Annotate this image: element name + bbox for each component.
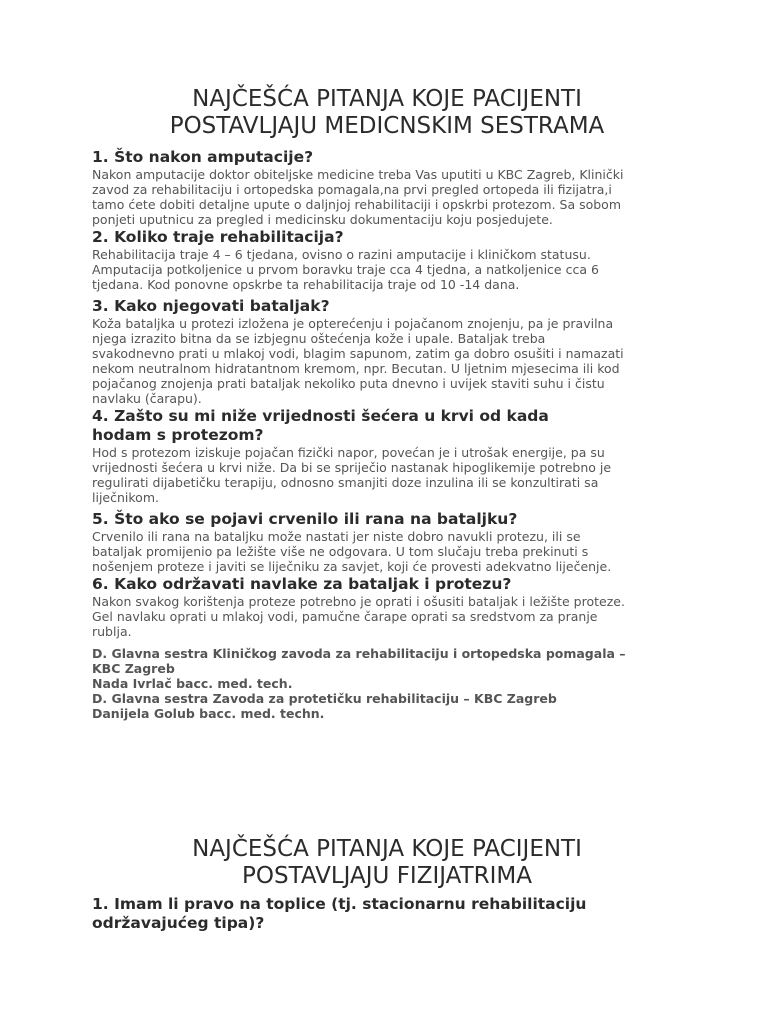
faq-item bbox=[92, 575, 682, 639]
faq-item bbox=[92, 407, 682, 505]
signature-block: D. Glavna sestra Kliničkog zavoda za rehabilitaciju i ortopedska pomagala – KBC Zagreb Nada Ivrlač bacc. med. tech. D. Glavna sestra Zavoda za protetičku rehabilitaciju – KBC Zagreb Danijela Golub bacc. med. techn. bbox=[92, 646, 626, 721]
faq-item bbox=[92, 895, 682, 933]
faq-answer: Hod s protezom iziskuje pojačan fizički napor, povećan je i utrošak energije, pa su vrijednosti šećera u krvi niže. Da bi se spriječio nastanak hipoglikemije potrebno je regulirati dijabetičku terapiju, odnosno smanjiti doze inzulina ili se konzultirati sa liječnikom. bbox=[92, 445, 612, 505]
faq-item bbox=[92, 297, 682, 406]
faq-question: 4. Zašto su mi niže vrijednosti šećera u krvi od kada hodam s protezom? bbox=[92, 407, 549, 444]
faq-question: 2. Koliko traje rehabilitacija? bbox=[92, 228, 344, 246]
faq-item bbox=[92, 148, 682, 227]
section-title-line-1: NAJČEŠĆA PITANJA KOJE PACIJENTI bbox=[192, 836, 582, 862]
faq-answer: Crvenilo ili rana na bataljku može nastati jer niste dobro navukli protezu, ili se bataljak promijenio pa ležište više ne odgovara. U tom slučaju treba prekinuti s nošenjem proteze i javiti se liječniku za savjet, koji će provesti adekvatno liječenje. bbox=[92, 529, 612, 574]
faq-question: 1. Što nakon amputacije? bbox=[92, 148, 314, 166]
faq-item bbox=[92, 510, 682, 574]
faq-question: 1. Imam li pravo na toplice (tj. stacionarnu rehabilitaciju održavajućeg tipa)? bbox=[92, 895, 587, 932]
faq-answer: Rehabilitacija traje 4 – 6 tjedana, ovisno o razini amputacije i kliničkom statusu. Amputacija potkoljenice u prvom boravku traje cca 4 tjedna, a natkoljenice cca 6 tjedana. Kod ponovne opskrbe ta rehabilitacija traje od 10 -14 dana. bbox=[92, 247, 599, 292]
section-title bbox=[92, 86, 682, 140]
section-title-line-2: POSTAVLJAJU FIZIJATRIMA bbox=[242, 863, 532, 889]
faq-answer: Koža bataljka u protezi izložena je opterećenju i pojačanom znojenju, pa je pravilna njega izrazito bitna da se izbjegnu oštećenja kože i upale. Bataljak treba svakodnevno prati u mlakoj vodi, blagim sapunom, zatim ga dobro osušiti i namazati nekom neutralnom hidratantnom kremom, npr. Becutan. U ljetnim mjesecima ili kod pojačanog znojenja prati bataljak nekoliko puta dnevno i uvijek staviti suhu i čistu navlaku (čarapu). bbox=[92, 316, 624, 406]
faq-answer: Nakon amputacije doktor obiteljske medicine treba Vas uputiti u KBC Zagreb, Klinički zavod za rehabilitaciju i ortopedska pomagala,na prvi pregled ortopeda ili fizijatra,i tamo ćete dobiti detaljne upute o daljnjoj rehabilitaciji i opskrbi protezom. Sa sobom ponjeti uputnicu za pregled i medicinsku dokumentaciju koju posjedujete. bbox=[92, 167, 624, 227]
section-title-line-1: NAJČEŠĆA PITANJA KOJE PACIJENTI bbox=[192, 86, 582, 112]
section-title-line-2: POSTAVLJAJU MEDICNSKIM SESTRAMA bbox=[169, 113, 605, 139]
faq-nurses-section bbox=[92, 86, 682, 721]
section-title bbox=[92, 836, 682, 890]
faq-item bbox=[92, 228, 682, 292]
faq-physiatrists-section bbox=[92, 836, 682, 933]
faq-question: 6. Kako održavati navlake za bataljak i protezu? bbox=[92, 575, 512, 593]
faq-answer: Nakon svakog korištenja proteze potrebno je oprati i ošusiti bataljak i ležište proteze. Gel navlaku oprati u mlakoj vodi, pamučne čarape oprati sa sredstvom za pranje rublja. bbox=[92, 594, 625, 639]
faq-question: 3. Kako njegovati bataljak? bbox=[92, 297, 330, 315]
faq-question: 5. Što ako se pojavi crvenilo ili rana na bataljku? bbox=[92, 510, 518, 528]
